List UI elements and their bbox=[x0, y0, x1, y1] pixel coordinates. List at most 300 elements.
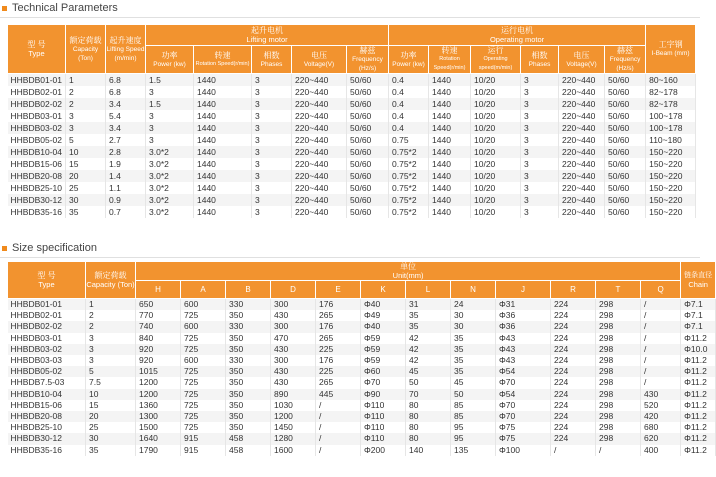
value-cell: 725 bbox=[181, 377, 226, 388]
value-cell: 350 bbox=[226, 389, 271, 400]
value-cell: 220~440 bbox=[559, 122, 605, 134]
value-cell: Φ7.1 bbox=[681, 310, 716, 321]
value-cell: 1200 bbox=[136, 389, 181, 400]
value-cell: Φ59 bbox=[361, 333, 406, 344]
value-cell: 80~160 bbox=[646, 74, 696, 87]
model-cell: HHBDB25-10 bbox=[8, 182, 66, 194]
value-cell: 840 bbox=[136, 333, 181, 344]
value-cell: 520 bbox=[641, 400, 681, 411]
model-cell: HHBDB25-10 bbox=[8, 422, 86, 433]
technical-title-text: Technical Parameters bbox=[12, 2, 118, 14]
header-dim-j: J bbox=[496, 281, 551, 299]
value-cell: 50/60 bbox=[347, 110, 389, 122]
value-cell: 1440 bbox=[194, 74, 252, 87]
value-cell: 220~440 bbox=[559, 86, 605, 98]
value-cell: / bbox=[316, 422, 361, 433]
table-row bbox=[8, 366, 716, 377]
value-cell: 1440 bbox=[429, 182, 471, 194]
value-cell: 1440 bbox=[429, 146, 471, 158]
value-cell: 85 bbox=[451, 411, 496, 422]
header-capacity: 额定荷载 Capacity (Ton) bbox=[66, 25, 106, 74]
bullet-icon bbox=[2, 246, 7, 251]
value-cell: 915 bbox=[181, 433, 226, 444]
header-type: 型 号 Type bbox=[8, 262, 86, 299]
value-cell: 30 bbox=[66, 194, 106, 206]
value-cell: 220~440 bbox=[559, 158, 605, 170]
value-cell: 300 bbox=[271, 355, 316, 366]
value-cell: 35 bbox=[66, 206, 106, 218]
model-cell: HHBDB05-02 bbox=[8, 134, 66, 146]
value-cell: 50/60 bbox=[605, 122, 646, 134]
value-cell: 350 bbox=[226, 400, 271, 411]
header-i-beam: 工字钢 I-Beam (mm) bbox=[646, 25, 696, 74]
value-cell: 10/20 bbox=[471, 98, 521, 110]
value-cell: 3 bbox=[66, 122, 106, 134]
value-cell: Φ43 bbox=[496, 344, 551, 355]
value-cell: 298 bbox=[596, 321, 641, 332]
model-cell: HHBDB35-16 bbox=[8, 445, 86, 456]
value-cell: 220~440 bbox=[292, 122, 347, 134]
value-cell: 224 bbox=[551, 344, 596, 355]
value-cell: 1440 bbox=[429, 98, 471, 110]
value-cell: 298 bbox=[596, 377, 641, 388]
table-row bbox=[8, 333, 716, 344]
value-cell: 224 bbox=[551, 310, 596, 321]
value-cell: Φ110 bbox=[361, 411, 406, 422]
header-lm-rotation: 转速 Rotation Speed(r/min) bbox=[194, 46, 252, 74]
header-om-speed: 运行 Operating speed(m/min) bbox=[471, 46, 521, 74]
model-cell: HHBDB15-06 bbox=[8, 158, 66, 170]
value-cell: 600 bbox=[181, 299, 226, 311]
value-cell: 220~440 bbox=[292, 182, 347, 194]
value-cell: 1200 bbox=[271, 411, 316, 422]
value-cell: 458 bbox=[226, 433, 271, 444]
size-table bbox=[7, 261, 716, 456]
value-cell: 420 bbox=[641, 411, 681, 422]
value-cell: 220~440 bbox=[559, 74, 605, 87]
value-cell: 25 bbox=[86, 422, 136, 433]
value-cell: 50/60 bbox=[605, 86, 646, 98]
value-cell: 298 bbox=[596, 366, 641, 377]
value-cell: 220~440 bbox=[292, 110, 347, 122]
header-om-voltage: 电压 Voltage(V) bbox=[559, 46, 605, 74]
value-cell: 224 bbox=[551, 355, 596, 366]
value-cell: 1015 bbox=[136, 366, 181, 377]
value-cell: 50/60 bbox=[347, 98, 389, 110]
value-cell: 0.4 bbox=[389, 98, 429, 110]
value-cell: 50/60 bbox=[605, 74, 646, 87]
value-cell: 1440 bbox=[194, 170, 252, 182]
value-cell: 350 bbox=[226, 344, 271, 355]
value-cell: 35 bbox=[86, 445, 136, 456]
header-dim-n: N bbox=[451, 281, 496, 299]
table-row bbox=[8, 321, 716, 332]
value-cell: 50/60 bbox=[347, 134, 389, 146]
value-cell: Φ11.2 bbox=[681, 355, 716, 366]
value-cell: / bbox=[641, 355, 681, 366]
value-cell: 0.75*2 bbox=[389, 194, 429, 206]
header-dim-k: K bbox=[361, 281, 406, 299]
value-cell: Φ11.2 bbox=[681, 377, 716, 388]
value-cell: 1500 bbox=[136, 422, 181, 433]
value-cell: 330 bbox=[226, 355, 271, 366]
value-cell: 5 bbox=[66, 134, 106, 146]
value-cell: 3 bbox=[521, 122, 559, 134]
value-cell: 3 bbox=[521, 170, 559, 182]
model-cell: HHBDB02-01 bbox=[8, 310, 86, 321]
value-cell: 430 bbox=[271, 310, 316, 321]
value-cell: / bbox=[596, 445, 641, 456]
value-cell: 3 bbox=[521, 146, 559, 158]
value-cell: 80 bbox=[406, 400, 451, 411]
model-cell: HHBDB03-02 bbox=[8, 122, 66, 134]
value-cell: 1200 bbox=[136, 377, 181, 388]
value-cell: 176 bbox=[316, 321, 361, 332]
value-cell: 50/60 bbox=[347, 194, 389, 206]
value-cell: 6.8 bbox=[106, 86, 146, 98]
table-row bbox=[8, 310, 716, 321]
value-cell: 85 bbox=[451, 400, 496, 411]
value-cell: Φ10.0 bbox=[681, 344, 716, 355]
value-cell: 1440 bbox=[429, 86, 471, 98]
value-cell: 50/60 bbox=[605, 206, 646, 218]
value-cell: 300 bbox=[271, 321, 316, 332]
value-cell: 330 bbox=[226, 299, 271, 311]
value-cell: 10 bbox=[66, 146, 106, 158]
value-cell: 1440 bbox=[194, 206, 252, 218]
value-cell: 3.0*2 bbox=[146, 182, 194, 194]
value-cell: 3 bbox=[521, 74, 559, 87]
value-cell: 140 bbox=[406, 445, 451, 456]
value-cell: 10/20 bbox=[471, 194, 521, 206]
value-cell: 330 bbox=[226, 321, 271, 332]
value-cell: 3 bbox=[521, 182, 559, 194]
value-cell: Φ36 bbox=[496, 321, 551, 332]
value-cell: 220~440 bbox=[559, 110, 605, 122]
value-cell: 10/20 bbox=[471, 158, 521, 170]
value-cell: Φ59 bbox=[361, 355, 406, 366]
value-cell: 20 bbox=[86, 411, 136, 422]
value-cell: 35 bbox=[406, 321, 451, 332]
value-cell: 35 bbox=[451, 333, 496, 344]
value-cell: Φ11.2 bbox=[681, 333, 716, 344]
value-cell: 0.75*2 bbox=[389, 206, 429, 218]
value-cell: 600 bbox=[181, 321, 226, 332]
value-cell: 650 bbox=[136, 299, 181, 311]
table-row bbox=[8, 134, 696, 146]
value-cell: 225 bbox=[316, 366, 361, 377]
value-cell: 298 bbox=[596, 333, 641, 344]
value-cell: 0.75 bbox=[389, 134, 429, 146]
value-cell: 10/20 bbox=[471, 170, 521, 182]
value-cell: 3.0*2 bbox=[146, 158, 194, 170]
value-cell: 350 bbox=[226, 411, 271, 422]
value-cell: 42 bbox=[406, 355, 451, 366]
header-dim-t: T bbox=[596, 281, 641, 299]
value-cell: 150~220 bbox=[646, 194, 696, 206]
value-cell: 15 bbox=[86, 400, 136, 411]
value-cell: 298 bbox=[596, 433, 641, 444]
value-cell: 890 bbox=[271, 389, 316, 400]
value-cell: Φ110 bbox=[361, 433, 406, 444]
value-cell: 458 bbox=[226, 445, 271, 456]
value-cell: Φ7.1 bbox=[681, 299, 716, 311]
value-cell: Φ100 bbox=[496, 445, 551, 456]
value-cell: 3 bbox=[252, 182, 292, 194]
value-cell: / bbox=[316, 433, 361, 444]
value-cell: / bbox=[316, 445, 361, 456]
value-cell: Φ11.2 bbox=[681, 433, 716, 444]
value-cell: Φ43 bbox=[496, 333, 551, 344]
model-cell: HHBDB20-08 bbox=[8, 411, 86, 422]
value-cell: Φ110 bbox=[361, 422, 406, 433]
value-cell: 430 bbox=[271, 344, 316, 355]
value-cell: 50/60 bbox=[347, 158, 389, 170]
header-lifting-speed: 起升速度 Lifting Speed (m/min) bbox=[106, 25, 146, 74]
value-cell: 220~440 bbox=[292, 194, 347, 206]
value-cell: Φ43 bbox=[496, 355, 551, 366]
value-cell: Φ11.2 bbox=[681, 389, 716, 400]
value-cell: / bbox=[641, 299, 681, 311]
header-chain: 链条直径 Chain bbox=[681, 262, 716, 299]
value-cell: 2 bbox=[86, 310, 136, 321]
value-cell: 920 bbox=[136, 344, 181, 355]
value-cell: 725 bbox=[181, 310, 226, 321]
value-cell: 220~440 bbox=[292, 134, 347, 146]
value-cell: 224 bbox=[551, 377, 596, 388]
value-cell: 50/60 bbox=[347, 206, 389, 218]
header-dim-q: Q bbox=[641, 281, 681, 299]
value-cell: 298 bbox=[596, 422, 641, 433]
table-row bbox=[8, 400, 716, 411]
value-cell: 50/60 bbox=[347, 182, 389, 194]
value-cell: Φ36 bbox=[496, 310, 551, 321]
value-cell: 1450 bbox=[271, 422, 316, 433]
table-row bbox=[8, 146, 696, 158]
value-cell: 0.4 bbox=[389, 122, 429, 134]
value-cell: 1440 bbox=[194, 194, 252, 206]
value-cell: / bbox=[641, 344, 681, 355]
value-cell: 220~440 bbox=[559, 134, 605, 146]
model-cell: HHBDB10-04 bbox=[8, 389, 86, 400]
value-cell: / bbox=[316, 400, 361, 411]
value-cell: 1 bbox=[66, 74, 106, 87]
header-dim-l: L bbox=[406, 281, 451, 299]
value-cell: 298 bbox=[596, 411, 641, 422]
value-cell: 82~178 bbox=[646, 98, 696, 110]
value-cell: 3 bbox=[146, 86, 194, 98]
value-cell: 350 bbox=[226, 377, 271, 388]
value-cell: 50/60 bbox=[347, 74, 389, 87]
table-row bbox=[8, 411, 716, 422]
model-cell: HHBDB03-03 bbox=[8, 355, 86, 366]
value-cell: Φ11.2 bbox=[681, 445, 716, 456]
value-cell: 725 bbox=[181, 400, 226, 411]
value-cell: 3 bbox=[252, 110, 292, 122]
header-type: 型 号 Type bbox=[8, 25, 66, 74]
value-cell: 3 bbox=[86, 355, 136, 366]
value-cell: 3 bbox=[252, 146, 292, 158]
value-cell: 3 bbox=[252, 74, 292, 87]
table-row bbox=[8, 355, 716, 366]
value-cell: 3 bbox=[252, 122, 292, 134]
value-cell: 725 bbox=[181, 366, 226, 377]
value-cell: Φ70 bbox=[496, 411, 551, 422]
value-cell: 80 bbox=[406, 411, 451, 422]
value-cell: 50/60 bbox=[605, 98, 646, 110]
value-cell: 176 bbox=[316, 355, 361, 366]
value-cell: 445 bbox=[316, 389, 361, 400]
value-cell: 80 bbox=[406, 422, 451, 433]
value-cell: 45 bbox=[451, 377, 496, 388]
value-cell: / bbox=[641, 310, 681, 321]
value-cell: 0.75*2 bbox=[389, 182, 429, 194]
value-cell: 265 bbox=[316, 377, 361, 388]
table-row bbox=[8, 206, 696, 218]
value-cell: 1280 bbox=[271, 433, 316, 444]
divider bbox=[0, 17, 700, 18]
value-cell: Φ54 bbox=[496, 366, 551, 377]
header-lm-voltage: 电压 Voltage(V) bbox=[292, 46, 347, 74]
section-title-size bbox=[0, 240, 97, 256]
value-cell: 224 bbox=[551, 389, 596, 400]
value-cell: 80 bbox=[406, 433, 451, 444]
value-cell: 1440 bbox=[194, 110, 252, 122]
value-cell: Φ70 bbox=[496, 377, 551, 388]
model-cell: HHBDB02-02 bbox=[8, 321, 86, 332]
header-lm-frequency: 赫兹 Frequency (Hz/s) bbox=[347, 46, 389, 74]
value-cell: 1440 bbox=[429, 194, 471, 206]
value-cell: 220~440 bbox=[292, 98, 347, 110]
value-cell: Φ200 bbox=[361, 445, 406, 456]
table-row bbox=[8, 194, 696, 206]
value-cell: 298 bbox=[596, 310, 641, 321]
value-cell: 1440 bbox=[194, 146, 252, 158]
value-cell: 3 bbox=[521, 110, 559, 122]
value-cell: / bbox=[641, 321, 681, 332]
model-cell: HHBDB30-12 bbox=[8, 194, 66, 206]
model-cell: HHBDB20-08 bbox=[8, 170, 66, 182]
value-cell: 42 bbox=[406, 344, 451, 355]
value-cell: 224 bbox=[551, 433, 596, 444]
header-dim-h: H bbox=[136, 281, 181, 299]
model-cell: HHBDB03-01 bbox=[8, 110, 66, 122]
header-dim-e: E bbox=[316, 281, 361, 299]
value-cell: 220~440 bbox=[292, 74, 347, 87]
header-lifting-motor: 起升电机 Lifting motor bbox=[146, 25, 389, 46]
table-row bbox=[8, 344, 716, 355]
value-cell: 176 bbox=[316, 299, 361, 311]
value-cell: 298 bbox=[596, 355, 641, 366]
value-cell: 265 bbox=[316, 310, 361, 321]
value-cell: 220~440 bbox=[559, 182, 605, 194]
value-cell: 3 bbox=[252, 170, 292, 182]
value-cell: 470 bbox=[271, 333, 316, 344]
header-dim-b: B bbox=[226, 281, 271, 299]
value-cell: 150~220 bbox=[646, 182, 696, 194]
value-cell: 50/60 bbox=[605, 194, 646, 206]
technical-table-body bbox=[8, 74, 696, 219]
value-cell: 224 bbox=[551, 333, 596, 344]
value-cell: 10/20 bbox=[471, 134, 521, 146]
value-cell: 150~220 bbox=[646, 170, 696, 182]
value-cell: 430 bbox=[641, 389, 681, 400]
value-cell: 1 bbox=[86, 299, 136, 311]
value-cell: 3 bbox=[521, 194, 559, 206]
value-cell: 95 bbox=[451, 422, 496, 433]
value-cell: 3.0*2 bbox=[146, 146, 194, 158]
value-cell: 0.75*2 bbox=[389, 158, 429, 170]
value-cell: / bbox=[641, 333, 681, 344]
value-cell: 1.9 bbox=[106, 158, 146, 170]
value-cell: 3 bbox=[146, 110, 194, 122]
model-cell: HHBDB02-01 bbox=[8, 86, 66, 98]
value-cell: 220~440 bbox=[559, 194, 605, 206]
value-cell: 298 bbox=[596, 344, 641, 355]
value-cell: 725 bbox=[181, 389, 226, 400]
value-cell: 298 bbox=[596, 389, 641, 400]
header-om-power: 功率 Power (kw) bbox=[389, 46, 429, 74]
technical-table bbox=[7, 24, 696, 218]
value-cell: 725 bbox=[181, 411, 226, 422]
value-cell: 10 bbox=[86, 389, 136, 400]
value-cell: 224 bbox=[551, 411, 596, 422]
value-cell: 100~178 bbox=[646, 110, 696, 122]
value-cell: Φ7.1 bbox=[681, 321, 716, 332]
table-row bbox=[8, 158, 696, 170]
value-cell: 3 bbox=[252, 134, 292, 146]
value-cell: 1790 bbox=[136, 445, 181, 456]
value-cell: 0.75*2 bbox=[389, 170, 429, 182]
value-cell: 50/60 bbox=[347, 122, 389, 134]
value-cell: 3 bbox=[86, 333, 136, 344]
value-cell: 3 bbox=[252, 86, 292, 98]
value-cell: 82~178 bbox=[646, 86, 696, 98]
value-cell: 1.1 bbox=[106, 182, 146, 194]
size-title-text: Size specification bbox=[12, 242, 97, 254]
value-cell: 50/60 bbox=[347, 146, 389, 158]
value-cell: 0.4 bbox=[389, 86, 429, 98]
value-cell: 1640 bbox=[136, 433, 181, 444]
value-cell: 680 bbox=[641, 422, 681, 433]
value-cell: 3.0*2 bbox=[146, 194, 194, 206]
divider bbox=[0, 257, 700, 258]
value-cell: 1440 bbox=[194, 98, 252, 110]
table-row bbox=[8, 422, 716, 433]
header-lm-power: 功率 Power (kw) bbox=[146, 46, 194, 74]
value-cell: 740 bbox=[136, 321, 181, 332]
table-row bbox=[8, 377, 716, 388]
value-cell: 35 bbox=[451, 366, 496, 377]
value-cell: 1440 bbox=[194, 158, 252, 170]
value-cell: 1.4 bbox=[106, 170, 146, 182]
value-cell: 220~440 bbox=[292, 86, 347, 98]
value-cell: 5 bbox=[86, 366, 136, 377]
value-cell: 920 bbox=[136, 355, 181, 366]
table-row bbox=[8, 182, 696, 194]
value-cell: 30 bbox=[451, 310, 496, 321]
value-cell: 220~440 bbox=[559, 146, 605, 158]
value-cell: 3 bbox=[521, 134, 559, 146]
value-cell: 265 bbox=[316, 333, 361, 344]
value-cell: Φ54 bbox=[496, 389, 551, 400]
value-cell: Φ60 bbox=[361, 366, 406, 377]
value-cell: 725 bbox=[181, 422, 226, 433]
header-capacity: 额定荷载 Capacity (Ton) bbox=[86, 262, 136, 299]
value-cell: Φ75 bbox=[496, 422, 551, 433]
model-cell: HHBDB7.5-03 bbox=[8, 377, 86, 388]
value-cell: 1440 bbox=[194, 86, 252, 98]
